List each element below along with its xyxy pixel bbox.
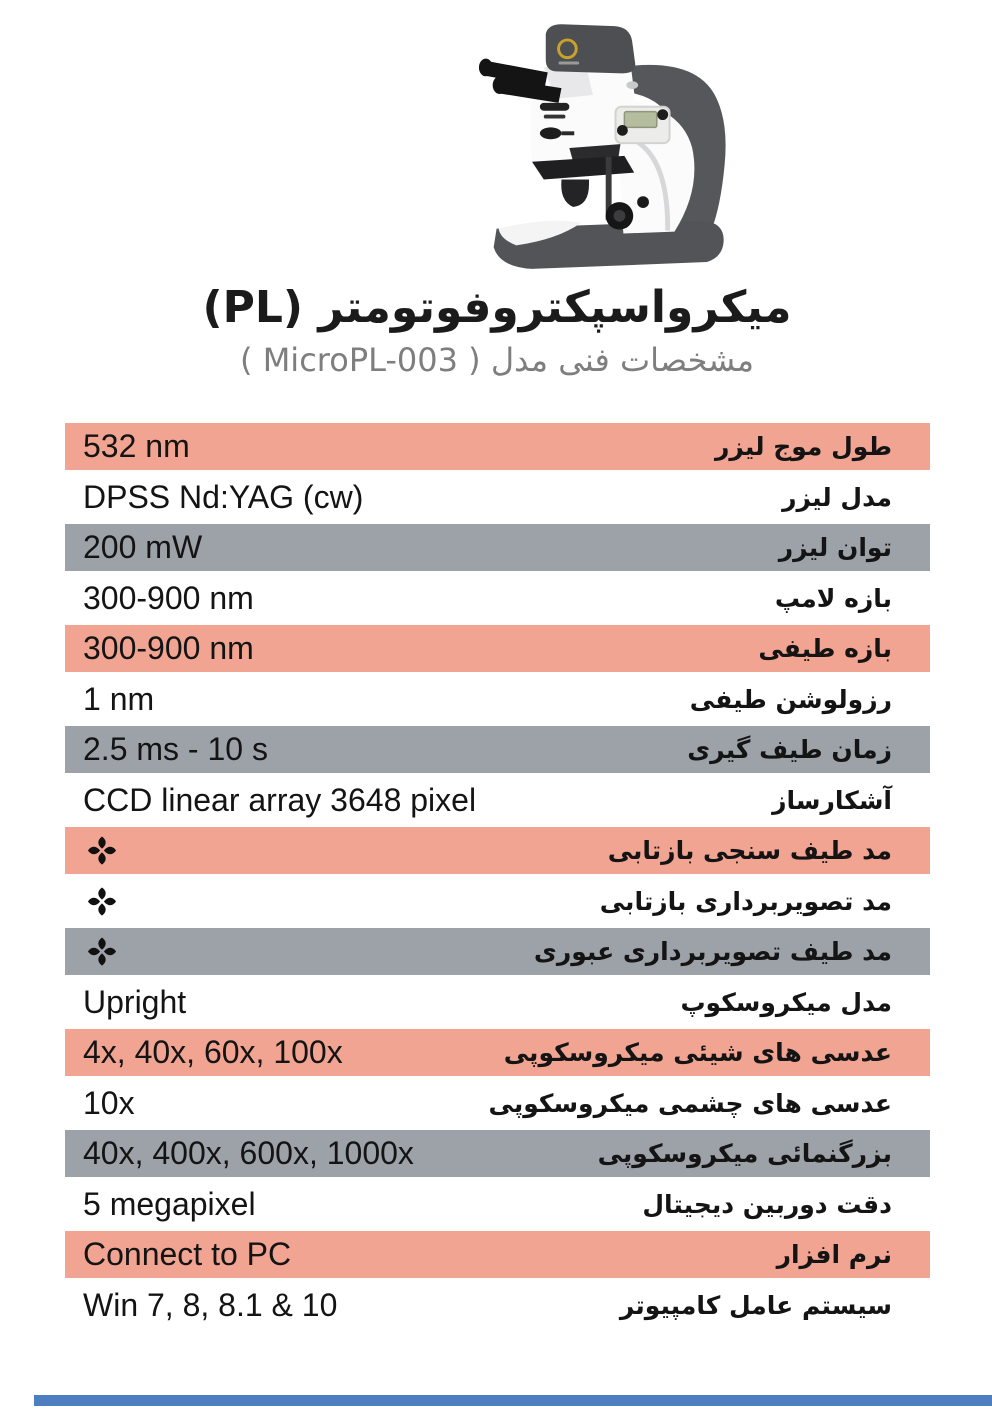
spec-label: عدسی های چشمی میکروسکوپی bbox=[488, 1088, 892, 1118]
spec-label: توان لیزر bbox=[778, 533, 892, 562]
spec-value: DPSS Nd:YAG (cw) bbox=[83, 478, 364, 515]
spec-value: 5 megapixel bbox=[83, 1185, 256, 1222]
spec-table bbox=[65, 423, 930, 1332]
spec-label: مد طیف سنجی بازتابی bbox=[607, 836, 892, 865]
spec-label: زمان طیف گیری bbox=[687, 735, 892, 764]
spec-value: 2.5 ms - 10 s bbox=[83, 731, 268, 767]
spec-label: مدل لیزر bbox=[782, 482, 892, 512]
page-subtitle: مشخصات فنی مدل ( MicroPL-003 ) bbox=[240, 341, 754, 380]
spec-value-check bbox=[65, 834, 117, 867]
spec-label: رزولوشن طیفی bbox=[689, 684, 892, 714]
spec-row bbox=[65, 1282, 930, 1329]
four-petal-asterisk-icon bbox=[87, 935, 117, 968]
spec-row bbox=[65, 928, 930, 975]
spec-label: طول موج لیزر bbox=[714, 432, 892, 461]
spec-label: دقت دوربین دیجیتال bbox=[642, 1189, 892, 1219]
spec-row bbox=[65, 827, 930, 874]
spec-value: Win 7, 8, 8.1 & 10 bbox=[83, 1286, 338, 1323]
microscope-product-image bbox=[475, 10, 760, 290]
upright-microscope-illustration bbox=[475, 10, 760, 290]
spec-row bbox=[65, 1080, 930, 1127]
spec-label: آشکارساز bbox=[772, 785, 892, 815]
spec-row bbox=[65, 777, 930, 824]
spec-row bbox=[65, 1231, 930, 1278]
spec-value: CCD linear array 3648 pixel bbox=[83, 781, 477, 818]
spec-row bbox=[65, 1029, 930, 1076]
spec-row bbox=[65, 979, 930, 1026]
spec-row bbox=[65, 625, 930, 672]
spec-value: 4x, 40x, 60x, 100x bbox=[83, 1034, 343, 1070]
four-petal-asterisk-icon bbox=[87, 834, 117, 867]
page-title: میکرواسپکتروفوتومتر (PL) bbox=[202, 282, 792, 333]
spec-label: نرم افزار bbox=[776, 1240, 892, 1269]
spec-label: سیستم عامل کامپیوتر bbox=[619, 1290, 892, 1320]
spec-value: 1 nm bbox=[83, 680, 155, 717]
spec-value-check bbox=[65, 885, 117, 918]
spec-value: 300-900 nm bbox=[83, 630, 254, 666]
spec-row bbox=[65, 474, 930, 521]
spec-row bbox=[65, 524, 930, 571]
horizontal-scrollbar[interactable] bbox=[34, 1395, 992, 1406]
spec-value: 40x, 400x, 600x, 1000x bbox=[83, 1135, 414, 1171]
four-petal-asterisk-icon bbox=[87, 885, 117, 918]
spec-value: Upright bbox=[83, 983, 187, 1020]
spec-row bbox=[65, 423, 930, 470]
spec-label: بازه طیفی bbox=[758, 634, 892, 663]
spec-value-check bbox=[65, 935, 117, 968]
spec-value: 300-900 nm bbox=[83, 579, 254, 616]
spec-label: مدل میکروسکوپ bbox=[680, 987, 892, 1017]
page-header bbox=[64, 280, 930, 380]
spec-row bbox=[65, 1181, 930, 1228]
spec-label: بزرگنمائی میکروسکوپی bbox=[597, 1139, 892, 1168]
spec-label: مد طیف تصویربرداری عبوری bbox=[533, 937, 892, 966]
spec-row bbox=[65, 878, 930, 925]
spec-label: مد تصویربرداری بازتابی bbox=[599, 886, 892, 916]
spec-row bbox=[65, 726, 930, 773]
spec-value: 532 nm bbox=[83, 428, 190, 464]
spec-row bbox=[65, 1130, 930, 1177]
spec-value: 200 mW bbox=[83, 529, 203, 565]
spec-value: 10x bbox=[83, 1084, 135, 1121]
spec-label: عدسی های شیئی میکروسکوپی bbox=[503, 1038, 892, 1067]
spec-label: بازه لامپ bbox=[774, 583, 892, 613]
spec-row bbox=[65, 676, 930, 723]
spec-row bbox=[65, 575, 930, 622]
spec-value: Connect to PC bbox=[83, 1236, 292, 1272]
